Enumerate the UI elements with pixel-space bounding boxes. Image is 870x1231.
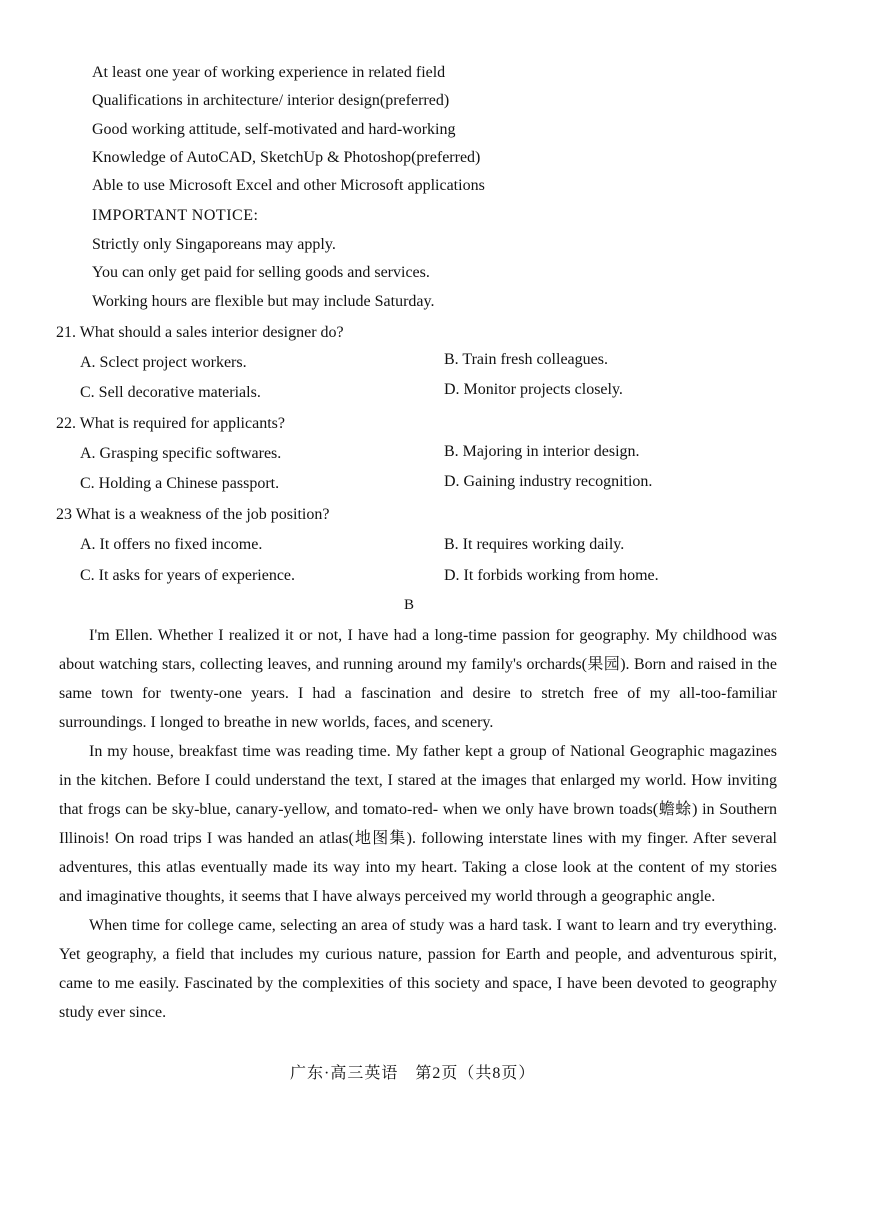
- option-d: D. Gaining industry recognition.: [444, 473, 653, 490]
- question-stem: 22. What is required for applicants?: [56, 415, 285, 432]
- option-d: D. It forbids working from home.: [444, 567, 659, 584]
- option-c: C. Holding a Chinese passport.: [80, 475, 280, 492]
- passage-paragraph: I'm Ellen. Whether I realized it or not, I have had a long-time passion for geography. My childhood was about watching stars, collecting leaves, and running around my family's orchards(果园). Born and raised in the same town for twenty-one years. I had a fascination and desire to stretch free of my all-too-familiar surroundings. I longed to breathe in new worlds, faces, and scenery.: [59, 627, 777, 731]
- passage-paragraph: In my house, breakfast time was reading time. My father kept a group of National Geographic magazines in the kitchen. Before I could understand the text, I stared at the images that enlarged my world. How inviting that frogs can be sky-blue, canary-yellow, and tomato-red- when we only have brown toads(蟾蜍) in Southern Illinois! On road trips I was handed an atlas(地图集). following interstate lines with my finger. After several adventures, this atlas eventually made its way into my heart. Taking a close look at the content of my stories and imaginative thoughts, it seems that I have always perceived my world through a geographic angle.: [59, 743, 777, 905]
- option-c: C. Sell decorative materials.: [80, 384, 261, 401]
- notice-item: Working hours are flexible but may include Saturday.: [92, 293, 435, 310]
- option-c: C. It asks for years of experience.: [80, 567, 296, 584]
- requirement-item: Qualifications in architecture/ interior design(preferred): [92, 92, 450, 109]
- option-b: B. Majoring in interior design.: [444, 443, 640, 460]
- option-b: B. It requires working daily.: [444, 536, 625, 553]
- question-stem: 21. What should a sales interior designer do?: [56, 324, 344, 341]
- requirement-item: Knowledge of AutoCAD, SketchUp & Photoshop(preferred): [92, 149, 481, 166]
- section-label: B: [404, 597, 415, 613]
- passage-paragraph: When time for college came, selecting an area of study was a hard task. I want to learn and try everything. Yet geography, a field that includes my curious nature, passion for Earth and people, and adventurous spirit, came to me easily. Fascinated by the complexities of this society and space, I have been devoted to geography study ever since.: [59, 917, 777, 1021]
- passage: [59, 621, 777, 1027]
- requirement-item: Good working attitude, self-motivated and hard-working: [92, 121, 456, 138]
- requirement-item: Able to use Microsoft Excel and other Microsoft applications: [92, 177, 485, 194]
- notice-heading: IMPORTANT NOTICE:: [92, 207, 259, 224]
- option-a: A. Grasping specific softwares.: [80, 445, 282, 462]
- option-d: D. Monitor projects closely.: [444, 381, 623, 398]
- option-a: A. It offers no fixed income.: [80, 536, 263, 553]
- notice-item: Strictly only Singaporeans may apply.: [92, 236, 336, 253]
- notice-item: You can only get paid for selling goods and services.: [92, 264, 430, 281]
- question-stem: 23 What is a weakness of the job position?: [56, 506, 330, 523]
- option-a: A. Sclect project workers.: [80, 354, 247, 371]
- requirement-item: At least one year of working experience in related field: [92, 64, 446, 81]
- page-footer: 广东·高三英语 第2页（共8页）: [290, 1065, 536, 1082]
- option-b: B. Train fresh colleagues.: [444, 351, 608, 368]
